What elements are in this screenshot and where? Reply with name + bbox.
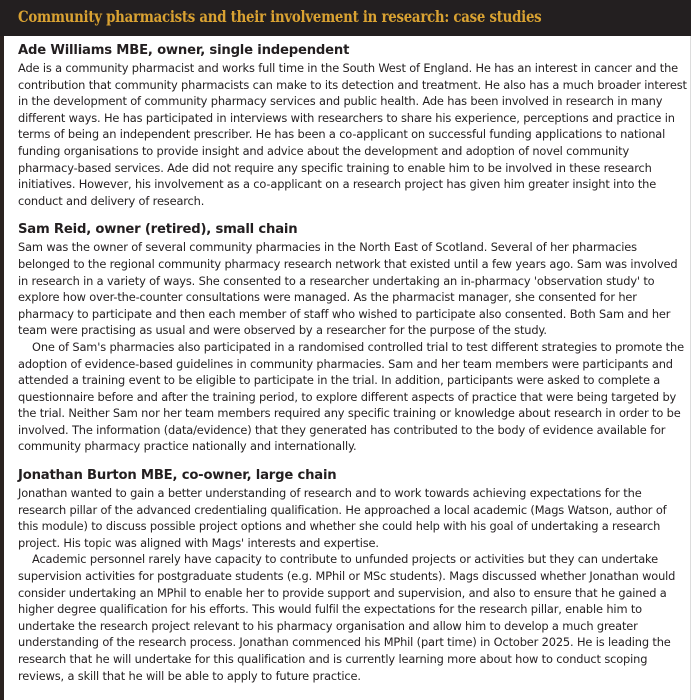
- case-paragraph: Sam was the owner of several community pharmacies in the North East of Scotland. Several of her pharmacies belonged to the regional community pharmacy research network that existed until a few years ago. Sam was involved in research in a variety of ways. She consented to a researcher undertaking an in-pharmacy 'observation study' to explore how over-the-counter consultations were managed. As the pharmacist manager, she consented for her pharmacy to participate and then each member of staff who wished to participate also consented. Both Sam and her team were practising as usual and were observed by a researcher for the purpose of the study.: [18, 240, 678, 338]
- case-study-jonathan-burton: [18, 467, 690, 684]
- page-title: Community pharmacists and their involvement in research: case studies: [18, 7, 542, 26]
- case-heading: Sam Reid, owner (retired), small chain: [18, 222, 298, 238]
- title-banner: [0, 0, 691, 36]
- case-paragraph: One of Sam's pharmacies also participated in a randomised controlled trial to test different strategies to promote the adoption of evidence-based guidelines in community pharmacies. Sam and her team members were participants and attended a training event to be eligible to participate in the trial. In addition, participants were asked to complete a questionnaire before and after the training period, to explore different aspects of practice that were being targeted by the trial. Neither Sam nor her team members required any specific training or knowledge about research in order to be involved. The information (data/evidence) that they generated has contributed to the body of evidence available for community pharmacy practice nationally and internationally.: [18, 339, 684, 454]
- case-paragraph: Ade is a community pharmacist and works full time in the South West of England. He has an interest in cancer and the contribution that community pharmacists can make to its detection and treatment. He also has a much broader interest in the development of community pharmacy services and public health. Ade has been involved in research in many different ways. He has participated in interviews with researchers to share his experience, perceptions and practice in terms of being an independent prescriber. He has been a co-applicant on successful funding applications to national funding organisations to provide insight and advice about the development and adoption of novel community pharmacy-based services. Ade did not require any specific training to enable him to be involved in these research initiatives. However, his involvement as a co-applicant on a research project has given him greater insight into the conduct and delivery of research.: [18, 61, 687, 208]
- case-heading: Jonathan Burton MBE, co-owner, large chain: [18, 468, 337, 484]
- case-paragraph: Academic personnel rarely have capacity to contribute to unfunded projects or activities but they can undertake supervision activities for postgraduate students (e.g. MPhil or MSc students). Mags discussed whether Jonathan would consider undertaking an MPhil to enable her to provide support and supervision, and also to ensure that he gained a higher degree qualification for his efforts. This would fulfil the expectations for the research pillar, enable him to undertake the research project relevant to his pharmacy organisation and allow him to develop a much greater understanding of the research process. Jonathan commenced his MPhil (part time) in October 2025. He is leading the research that he will undertake for this qualification and is currently learning more about how to conduct scoping reviews, a skill that he will be able to apply to future practice.: [18, 552, 676, 683]
- case-studies-content: [18, 42, 690, 696]
- case-heading: Ade Williams MBE, owner, single independent: [18, 43, 350, 58]
- case-paragraph: Jonathan wanted to gain a better understanding of research and to work towards achieving expectations for the research pillar of the advanced credentialing qualification. He approached a local academic (Mags Watson, author of this module) to discuss possible project options and whether she could help with his goal of undertaking a research project. His topic was aligned with Mags' interests and expertise.: [18, 486, 667, 550]
- case-study-sam-reid: [18, 221, 690, 455]
- case-study-ade-williams: [18, 42, 690, 209]
